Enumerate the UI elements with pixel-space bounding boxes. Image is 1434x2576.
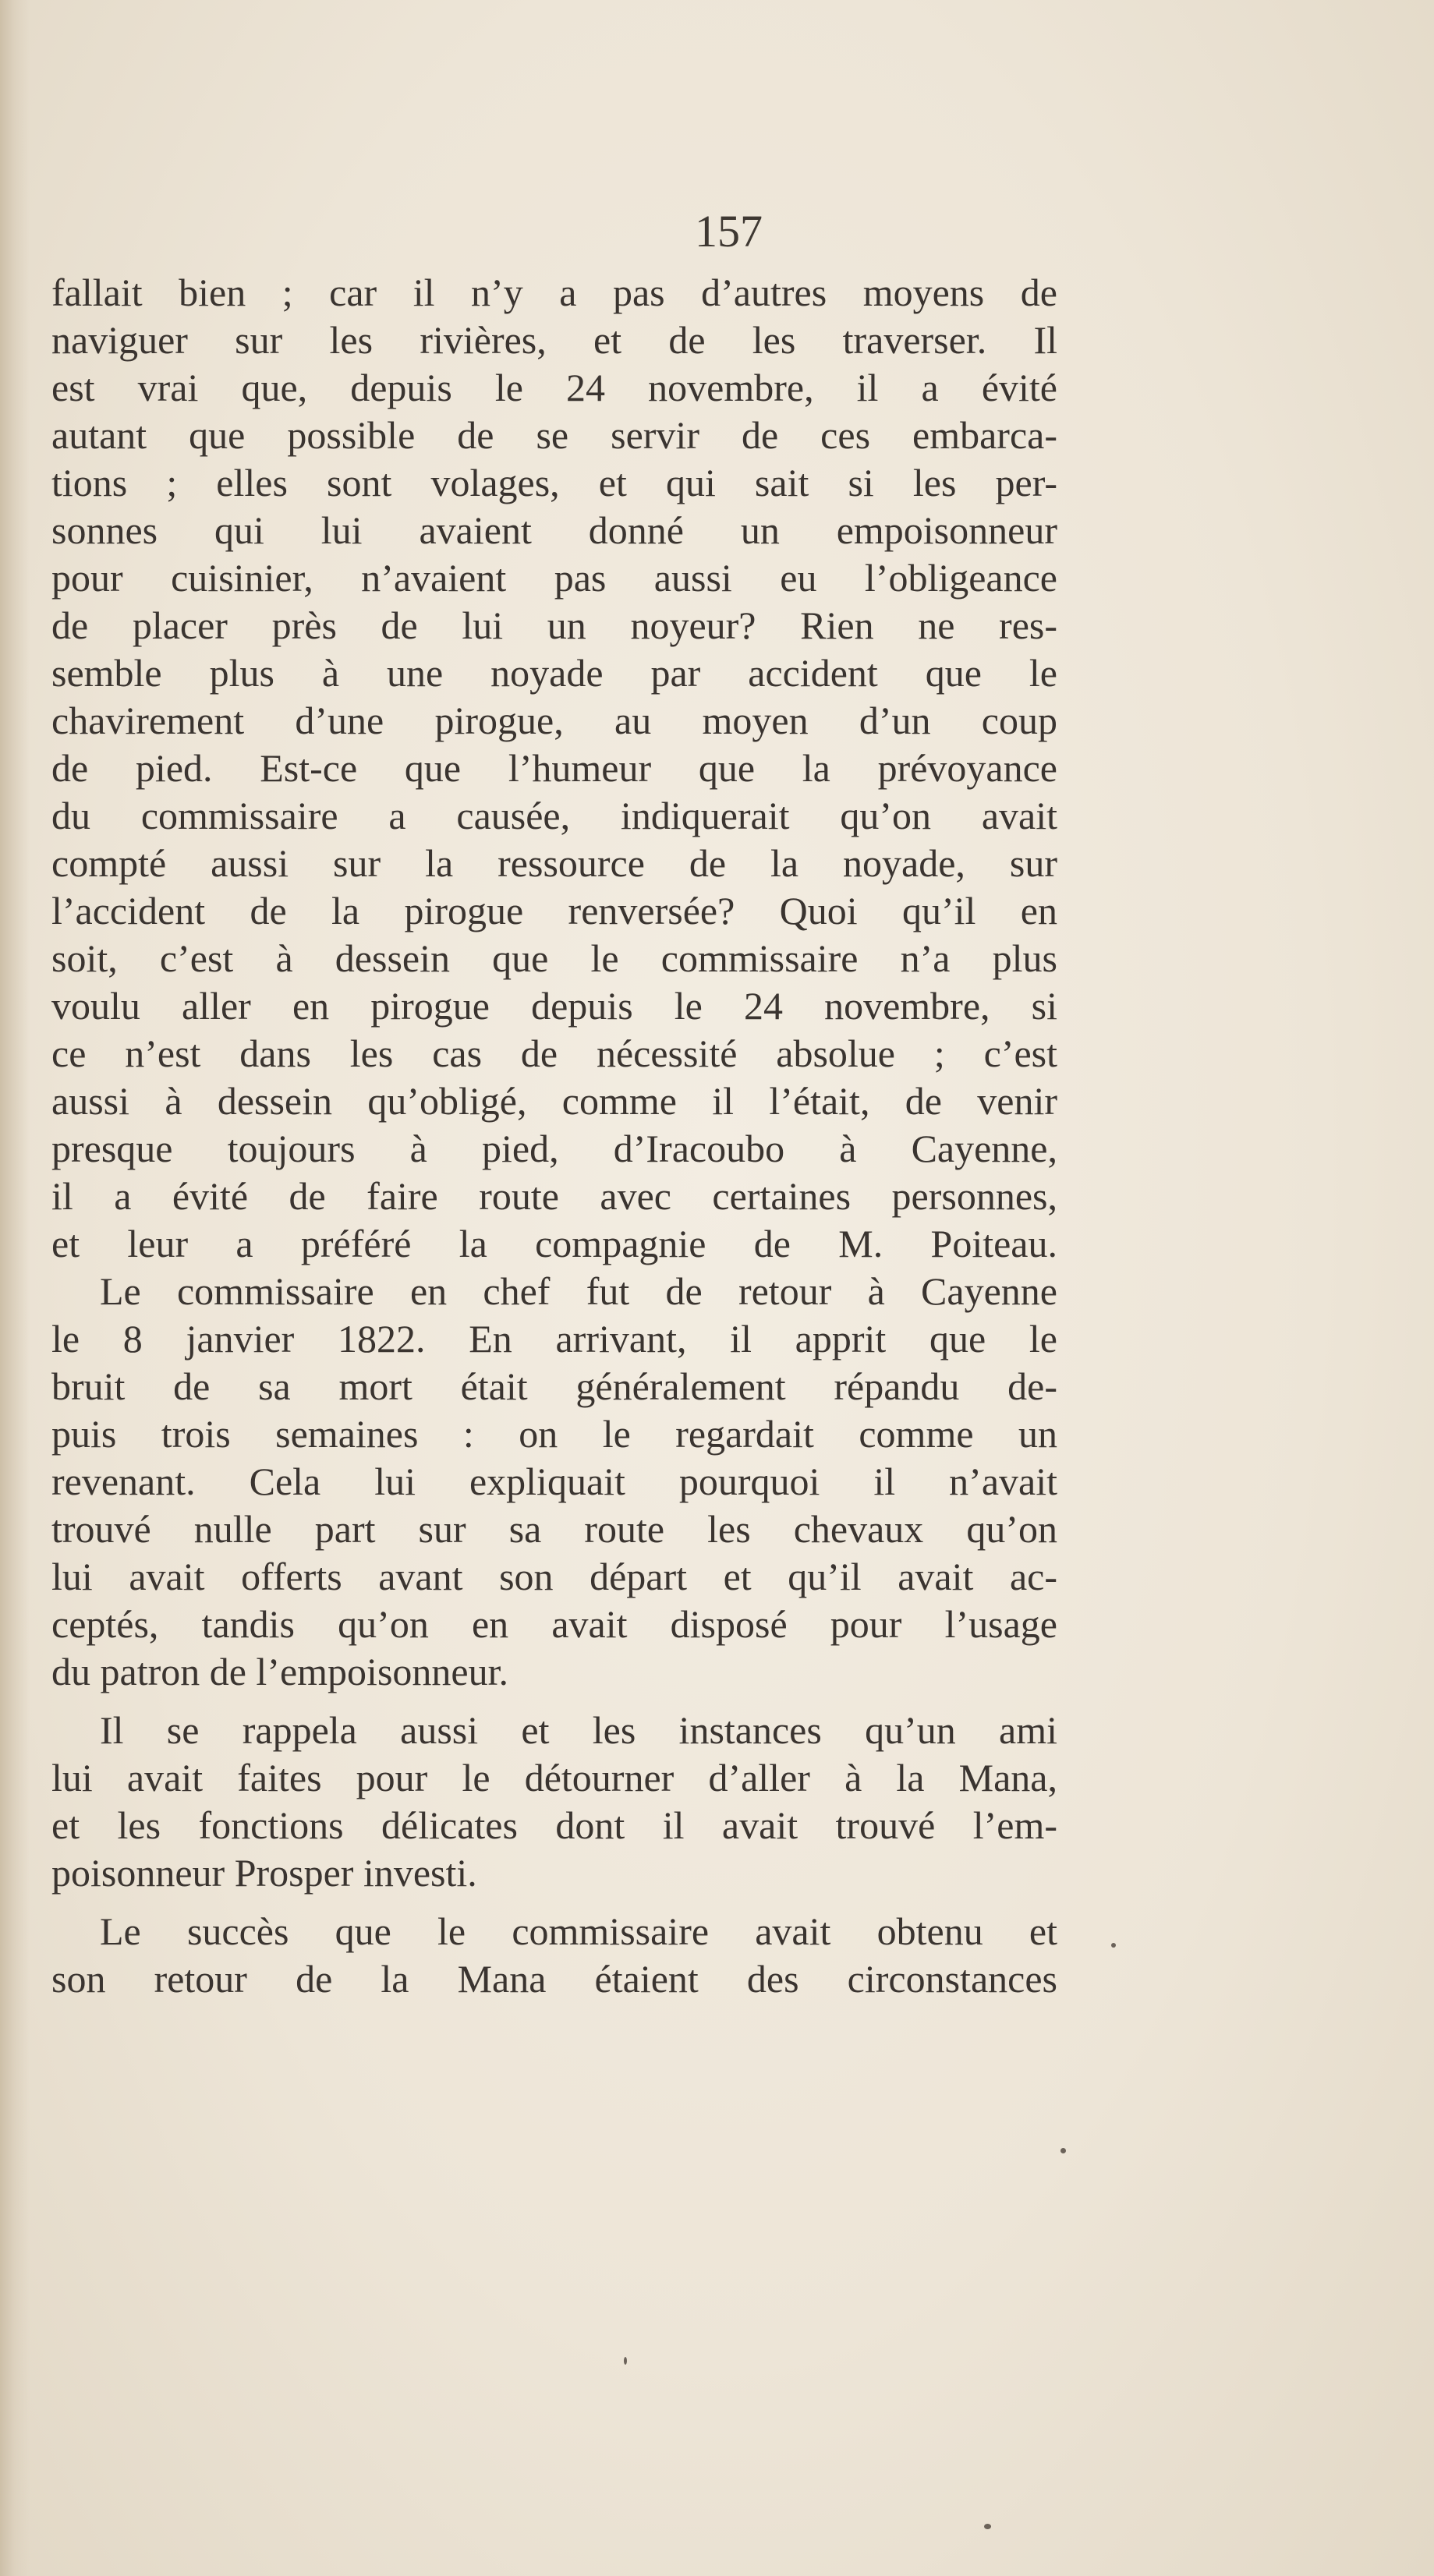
text-line: ceptés, tandis qu’on en avait disposé pour l’usage: [51, 1602, 1057, 1646]
text-line: poisonneur Prosper investi.: [51, 1851, 477, 1895]
text-line: du patron de l’empoisonneur.: [51, 1650, 508, 1693]
paper-speck: [984, 2524, 991, 2529]
text-line: voulu aller en pirogue depuis le 24 novembre, si: [51, 984, 1057, 1028]
text-line: revenant. Cela lui expliquait pourquoi il n’avait: [51, 1460, 1057, 1503]
text-line: trouvé nulle part sur sa route les chevaux qu’on: [51, 1507, 1057, 1551]
text-line: semble plus à une noyade par accident que le: [51, 651, 1057, 695]
text-line: puis trois semaines : on le regardait comme un: [51, 1412, 1057, 1456]
text-line: lui avait offerts avant son départ et qu’il avait ac-: [51, 1555, 1057, 1598]
text-line: compté aussi sur la ressource de la noyade, sur: [51, 841, 1057, 885]
text-line: son retour de la Mana étaient des circonstances: [51, 1957, 1057, 2001]
text-line: du commissaire a causée, indiquerait qu’on avait: [51, 794, 1057, 837]
paragraph: [51, 1707, 1057, 1897]
text-line: aussi à dessein qu’obligé, comme il l’était, de venir: [51, 1079, 1057, 1123]
paper-speck: [1111, 1943, 1116, 1948]
text-line: l’accident de la pirogue renversée? Quoi qu’il en: [51, 889, 1057, 932]
body-text: [51, 269, 1057, 2003]
text-line: de pied. Est-ce que l’humeur que la prévoyance: [51, 746, 1057, 790]
text-line: sonnes qui lui avaient donné un empoisonneur: [51, 508, 1057, 552]
text-line: il a évité de faire route avec certaines personnes,: [51, 1174, 1057, 1218]
text-line: autant que possible de se servir de ces embarca-: [51, 413, 1057, 457]
text-line: fallait bien ; car il n’y a pas d’autres moyens de: [51, 271, 1057, 314]
text-line: Le succès que le commissaire avait obtenu et: [100, 1909, 1057, 1953]
binding-gutter: [0, 0, 30, 2576]
text-line: et les fonctions délicates dont il avait trouvé l’em-: [51, 1803, 1057, 1847]
paper-speck: [624, 2357, 627, 2365]
paragraph: [51, 269, 1057, 1268]
text-line: lui avait faites pour le détourner d’aller à la Mana,: [51, 1756, 1057, 1799]
paragraph: [51, 1908, 1057, 2003]
text-line: naviguer sur les rivières, et de les traverser. Il: [51, 318, 1057, 362]
text-line: Il se rappela aussi et les instances qu’un ami: [100, 1708, 1057, 1752]
paragraph-gap: [51, 1897, 1057, 1908]
text-line: Le commissaire en chef fut de retour à Cayenne: [100, 1269, 1057, 1313]
text-line: presque toujours à pied, d’Iracoubo à Cayenne,: [51, 1127, 1057, 1170]
text-line: chavirement d’une pirogue, au moyen d’un coup: [51, 699, 1057, 742]
paper-speck: [1060, 2148, 1066, 2153]
paragraph-gap: [51, 1696, 1057, 1707]
text-line: soit, c’est à dessein que le commissaire n’a plus: [51, 936, 1057, 980]
text-line: de placer près de lui un noyeur? Rien ne res-: [51, 603, 1057, 647]
page-number: 157: [695, 206, 763, 257]
text-line: ce n’est dans les cas de nécessité absolue ; c’est: [51, 1031, 1057, 1075]
text-line: pour cuisinier, n’avaient pas aussi eu l’obligeance: [51, 556, 1057, 600]
text-line: et leur a préféré la compagnie de M. Poiteau.: [51, 1222, 1057, 1265]
text-line: est vrai que, depuis le 24 novembre, il a évité: [51, 366, 1057, 409]
text-line: le 8 janvier 1822. En arrivant, il apprit que le: [51, 1317, 1057, 1361]
paragraph: [51, 1268, 1057, 1696]
text-line: bruit de sa mort était généralement répandu de-: [51, 1364, 1057, 1408]
text-line: tions ; elles sont volages, et qui sait si les per-: [51, 461, 1057, 504]
